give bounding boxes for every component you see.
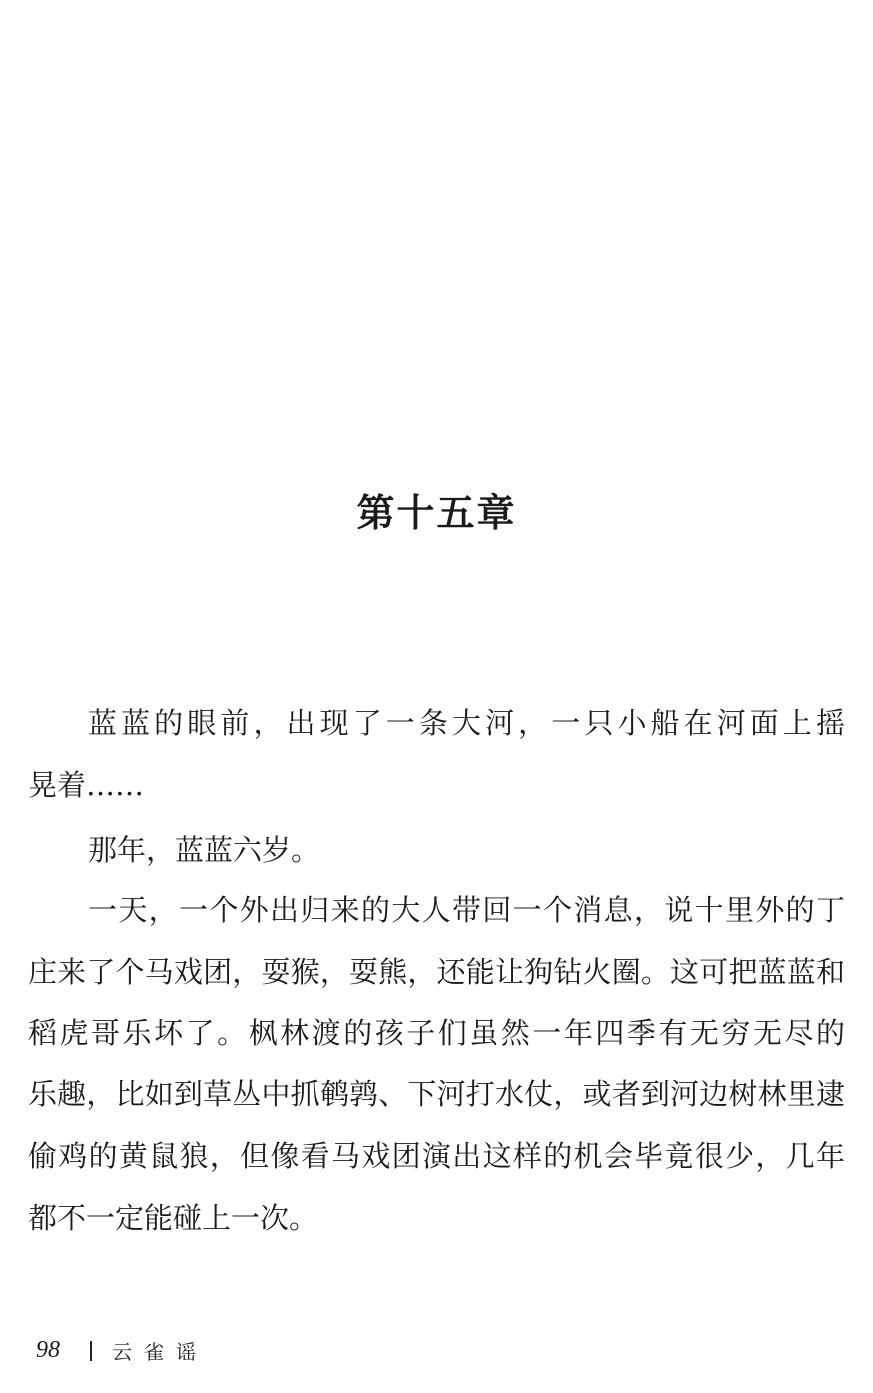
body-line: 乐趣，比如到草丛中抓鹌鹑、下河打水仗，或者到河边树林里逮 [28, 1077, 845, 1111]
page-footer [36, 1336, 208, 1365]
chapter-title: 第十五章 [356, 491, 517, 535]
body-line: 稻虎哥乐坏了。枫林渡的孩子们虽然一年四季有无穷无尽的 [28, 1016, 845, 1050]
body-line: 庄来了个马戏团，耍猴，耍熊，还能让狗钻火圈。这可把蓝蓝和 [28, 955, 845, 989]
body-line: 一天，一个外出归来的大人带回一个消息，说十里外的丁 [88, 893, 845, 927]
body-line: 晃着…… [28, 768, 145, 802]
body-line: 都不一定能碰上一次。 [28, 1201, 319, 1235]
body-line: 偷鸡的黄鼠狼，但像看马戏团演出这样的机会毕竟很少，几年 [28, 1139, 845, 1173]
page-number: 98 [36, 1337, 60, 1363]
body-line: 那年，蓝蓝六岁。 [88, 833, 321, 867]
body-line: 蓝蓝的眼前，出现了一条大河，一只小船在河面上摇 [88, 706, 845, 740]
book-title: 云雀谣 [112, 1340, 208, 1364]
footer-divider [90, 1341, 92, 1361]
